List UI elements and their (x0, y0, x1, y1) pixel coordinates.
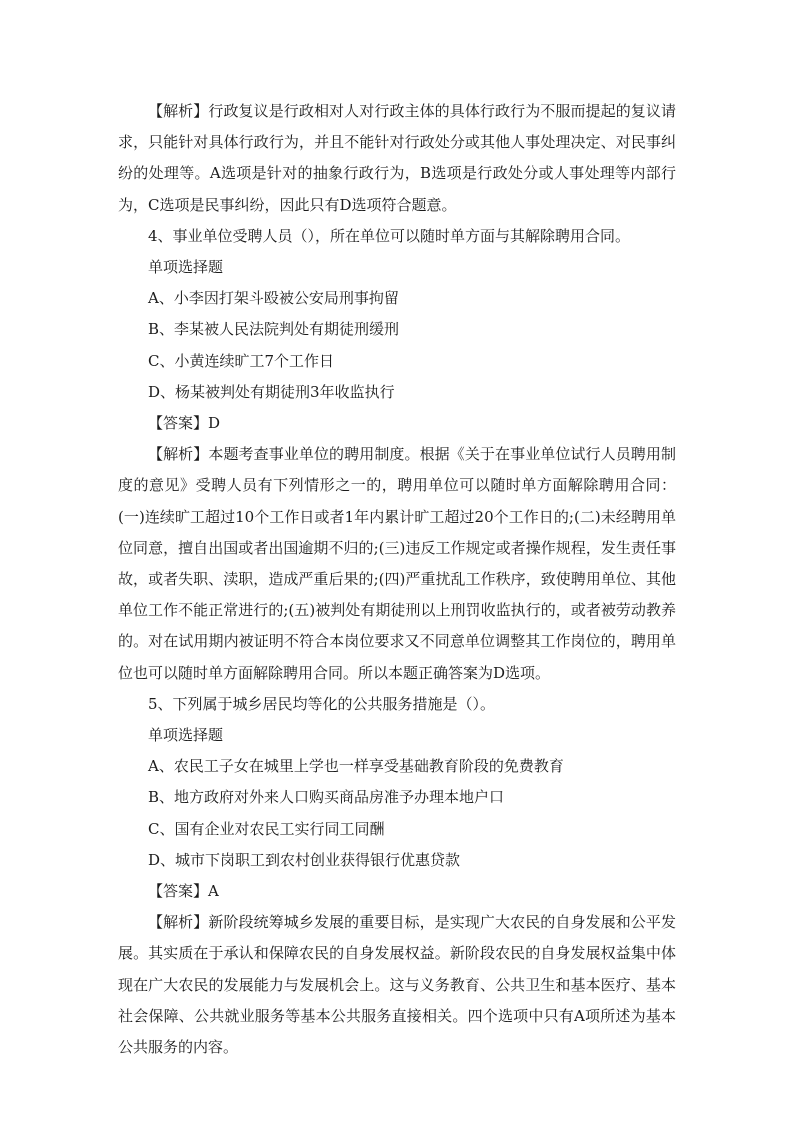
q5-answer: 【答案】A (148, 882, 219, 901)
q4-answer: 【答案】D (148, 414, 221, 433)
q4-question: 4、事业单位受聘人员（），所在单位可以随时单方面与其解除聘用合同。 (148, 226, 631, 245)
q4-option-b: B、李某被人民法院判处有期徒刑缓刑 (148, 320, 400, 339)
q5-option-c: C、国有企业对农民工实行同工同酬 (148, 819, 385, 838)
q3-analysis: 【解析】行政复议是行政相对人对行政主体的具体行政行为不服而提起的复议请求，只能针对具体行政行为，并且不能针对行政处分或其他人事处理决定、对民事纠纷的处理等。A选项是针对的抽象行政行为，B选项是行政处分或人事处理等内部行为，C选项是民事纠纷，因此只有D选项符合题意。 (118, 102, 676, 214)
q5-analysis: 【解析】新阶段统筹城乡发展的重要目标，是实现广大农民的自身发展和公平发展。其实质在于承认和保障农民的自身发展权益。新阶段农民的自身发展权益集中体现在广大农民的发展能力与发展机会上。这与义务教育、公共卫生和基本医疗、基本社会保障、公共就业服务等基本公共服务直接相关。四个选项中只有A项所述为基本公共服务的内容。 (118, 913, 676, 1057)
q4-option-a: A、小李因打架斗殴被公安局刑事拘留 (148, 289, 399, 308)
q4-analysis: 【解析】本题考查事业单位的聘用制度。根据《关于在事业单位试行人员聘用制度的意见》受聘人员有下列情形之一的，聘用单位可以随时单方面解除聘用合同：(一)连续旷工超过10个工作日或者1年内累计旷工超过20个工作日的;(二)未经聘用单位同意，擅自出国或者出国逾期不归的;(三)违反工作规定或者操作规程，发生责任事故，或者失职、渎职，造成严重后果的;(四)严重扰乱工作秩序，致使聘用单位、其他单位工作不能正常进行的;(五)被判处有期徒刑以上刑罚收监执行的，或者被劳动教养的。对在试用期内被证明不符合本岗位要求又不同意单位调整其工作岗位的，聘用单位也可以随时单方面解除聘用合同。所以本题正确答案为D选项。 (118, 445, 676, 682)
q5-option-d: D、城市下岗职工到农村创业获得银行优惠贷款 (148, 850, 461, 869)
q4-type: 单项选择题 (148, 258, 224, 277)
q4-option-d: D、杨某被判处有期徒刑3年收监执行 (148, 382, 395, 401)
document-body (118, 96, 676, 1063)
q5-type: 单项选择题 (148, 726, 224, 745)
q5-option-b: B、地方政府对外来人口购买商品房准予办理本地户口 (148, 788, 505, 807)
q4-option-c: C、小黄连续旷工7个工作日 (148, 351, 335, 370)
q5-question: 5、下列属于城乡居民均等化的公共服务措施是（）。 (148, 694, 496, 713)
q5-option-a: A、农民工子女在城里上学也一样享受基础教育阶段的免费教育 (148, 757, 564, 776)
